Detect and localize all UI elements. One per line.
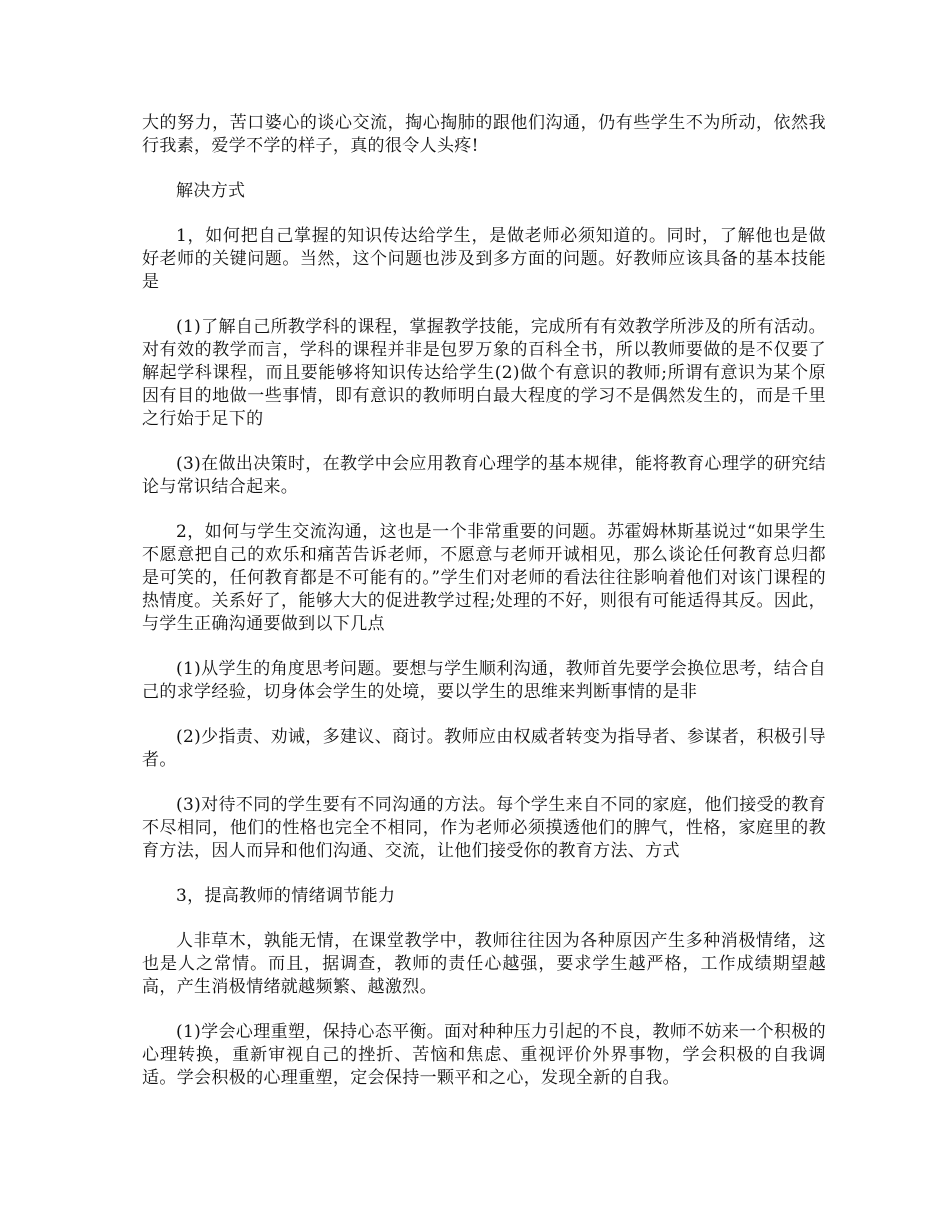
paragraph-point-3-sub-1: (1)学会心理重塑，保持心态平衡。面对种种压力引起的不良，教师不妨来一个积极的心理转换，重新审视自己的挫折、苦恼和焦虑、重视评价外界事物，学会积极的自我调适。学会积极的心理重塑，定会保持一颗平和之心，发现全新的自我。	[142, 1022, 826, 1088]
paragraph-point-2: 2，如何与学生交流沟通，这也是一个非常重要的问题。苏霍姆林斯基说过“如果学生不愿意把自己的欢乐和痛苦告诉老师，不愿意与老师开诚相见，那么谈论任何教育总归都是可笑的，任何教育都是不可能有的。”学生们对老师的看法往往影响着他们对该门课程的热情度。关系好了，能够大大的促进教学过程;处理的不好，则很有可能适得其反。因此，与学生正确沟通要做到以下几点	[142, 522, 826, 634]
paragraph-continuation: 大的努力，苦口婆心的谈心交流，掏心掏肺的跟他们沟通，仍有些学生不为所动，依然我行我素，爱学不学的样子，真的很令人头疼!	[142, 113, 826, 156]
section-heading-point-3: 3，提高教师的情绪调节能力	[176, 886, 396, 906]
section-heading-solutions: 解决方式	[176, 181, 246, 201]
paragraph-point-1-sub-3: (3)在做出决策时，在教学中会应用教育心理学的基本规律，能将教育心理学的研究结论与常识结合起来。	[142, 454, 826, 497]
document-body	[142, 112, 826, 1112]
paragraph-point-1-sub-1: (1)了解自己所教学科的课程，掌握教学技能，完成所有有效教学所涉及的所有活动。对有效的教学而言，学科的课程并非是包罗万象的百科全书，所以教师要做的是不仅要了解起学科课程，而且要能够将知识传达给学生(2)做个有意识的教师;所谓有意识为某个原因有目的地做一些事情，即有意识的教师明白最大程度的学习不是偶然发生的，而是千里之行始于足下的	[142, 317, 826, 429]
paragraph-point-1: 1，如何把自己掌握的知识传达给学生，是做老师必须知道的。同时，了解他也是做好老师的关键问题。当然，这个问题也涉及到多方面的问题。好教师应该具备的基本技能是	[142, 226, 826, 292]
paragraph-point-2-sub-2: (2)少指责、劝诫，多建议、商讨。教师应由权威者转变为指导者、参谋者，积极引导者。	[142, 727, 826, 770]
paragraph-point-2-sub-1: (1)从学生的角度思考问题。要想与学生顺利沟通，教师首先要学会换位思考，结合自己的求学经验，切身体会学生的处境，要以学生的思维来判断事情的是非	[142, 659, 826, 702]
paragraph-point-3-intro: 人非草木，孰能无情，在课堂教学中，教师往往因为各种原因产生多种消极情绪，这也是人之常情。而且，据调查，教师的责任心越强，要求学生越严格，工作成绩期望越高，产生消极情绪就越频繁、越激烈。	[142, 931, 826, 997]
paragraph-point-2-sub-3: (3)对待不同的学生要有不同沟通的方法。每个学生来自不同的家庭，他们接受的教育不尽相同，他们的性格也完全不相同，作为老师必须摸透他们的脾气，性格，家庭里的教育方法，因人而异和他们沟通、交流，让他们接受你的教育方法、方式	[142, 795, 826, 861]
